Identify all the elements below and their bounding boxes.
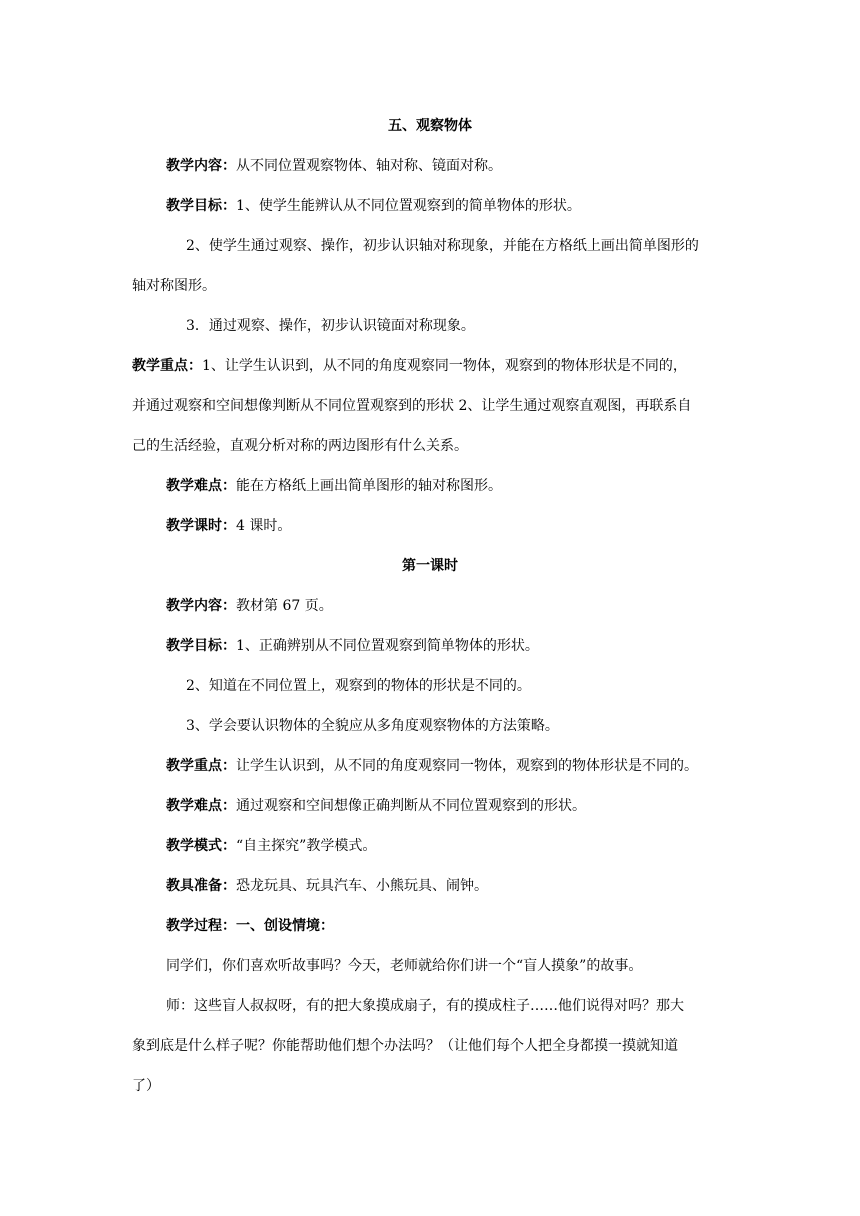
lesson-difficulty-text: 通过观察和空间想像正确判断从不同位置观察到的形状。 bbox=[236, 798, 586, 814]
lesson-goals-paragraph bbox=[166, 636, 539, 656]
teacher-paragraph-line-3: 了） bbox=[132, 1078, 160, 1094]
lesson-mode-paragraph bbox=[166, 836, 376, 856]
lesson-tools-label: 教具准备： bbox=[166, 878, 236, 894]
lesson-mode-text: “自主探究”教学模式。 bbox=[236, 838, 377, 854]
lesson-key-label: 教学重点： bbox=[166, 758, 236, 774]
lesson-difficulty-paragraph bbox=[166, 796, 586, 816]
lesson-mode-label: 教学模式： bbox=[166, 838, 236, 854]
key-line-1: 1、让学生认识到，从不同的角度观察同一物体，观察到的物体形状是不同的， bbox=[202, 358, 687, 374]
key-line-3: 己的生活经验，直观分析对称的两边图形有什么关系。 bbox=[132, 438, 468, 454]
hours-paragraph bbox=[166, 516, 291, 536]
key-label: 教学重点： bbox=[132, 358, 202, 374]
key-paragraph bbox=[132, 356, 687, 376]
lesson-content-text: 教材第 67 页。 bbox=[236, 598, 333, 614]
goals-label: 教学目标： bbox=[166, 198, 236, 214]
content-label: 教学内容： bbox=[166, 158, 236, 174]
hours-label: 教学课时： bbox=[166, 518, 236, 534]
lesson-tools-text: 恐龙玩具、玩具汽车、小熊玩具、闹钟。 bbox=[236, 878, 488, 894]
lesson-key-text: 让学生认识到，从不同的角度观察同一物体，观察到的物体形状是不同的。 bbox=[236, 758, 698, 774]
key-line-2: 并通过观察和空间想像判断从不同位置观察到的形状 2、让学生通过观察直观图，再联系自 bbox=[132, 398, 692, 414]
goals-paragraph bbox=[166, 196, 581, 216]
teacher-paragraph-line-2: 象到底是什么样子呢？你能帮助他们想个办法吗？（让他们每个人把全身都摸一摸就知道 bbox=[132, 1038, 678, 1054]
story-paragraph: 同学们，你们喜欢听故事吗？今天，老师就给你们讲一个“盲人摸象”的故事。 bbox=[166, 958, 643, 974]
goal-3: 3．通过观察、操作，初步认识镜面对称现象。 bbox=[186, 318, 475, 334]
lesson-goal-2: 2、知道在不同位置上，观察到的物体的形状是不同的。 bbox=[186, 678, 531, 694]
lesson-content-label: 教学内容： bbox=[166, 598, 236, 614]
lesson-goal-3: 3、学会要认识物体的全貌应从多角度观察物体的方法策略。 bbox=[186, 718, 559, 734]
lesson-content-paragraph bbox=[166, 596, 333, 616]
difficulty-label: 教学难点： bbox=[166, 478, 236, 494]
lesson-difficulty-label: 教学难点： bbox=[166, 798, 236, 814]
goal-1: 1、使学生能辨认从不同位置观察到的简单物体的形状。 bbox=[236, 198, 581, 214]
lesson-goal-1: 1、正确辨别从不同位置观察到简单物体的形状。 bbox=[236, 638, 539, 654]
lesson-tools-paragraph bbox=[166, 876, 488, 896]
content-paragraph bbox=[166, 156, 502, 176]
difficulty-text: 能在方格纸上画出简单图形的轴对称图形。 bbox=[236, 478, 502, 494]
goal-2-line-1: 2、使学生通过观察、操作，初步认识轴对称现象，并能在方格纸上画出简单图形的 bbox=[186, 238, 699, 254]
content-text: 从不同位置观察物体、轴对称、镜面对称。 bbox=[236, 158, 502, 174]
lesson-process-heading: 教学过程：一、创设情境： bbox=[166, 918, 334, 934]
lesson-goals-label: 教学目标： bbox=[166, 638, 236, 654]
goal-2-line-2: 轴对称图形。 bbox=[132, 278, 216, 294]
difficulty-paragraph bbox=[166, 476, 502, 496]
lesson-heading: 第一课时 bbox=[402, 558, 458, 574]
hours-text: 4 课时。 bbox=[236, 518, 292, 534]
lesson-key-paragraph bbox=[166, 756, 698, 776]
page-title: 五、观察物体 bbox=[388, 118, 472, 134]
teacher-paragraph-line-1: 师：这些盲人叔叔呀，有的把大象摸成扇子，有的摸成柱子……他们说得对吗？那大 bbox=[166, 998, 684, 1014]
